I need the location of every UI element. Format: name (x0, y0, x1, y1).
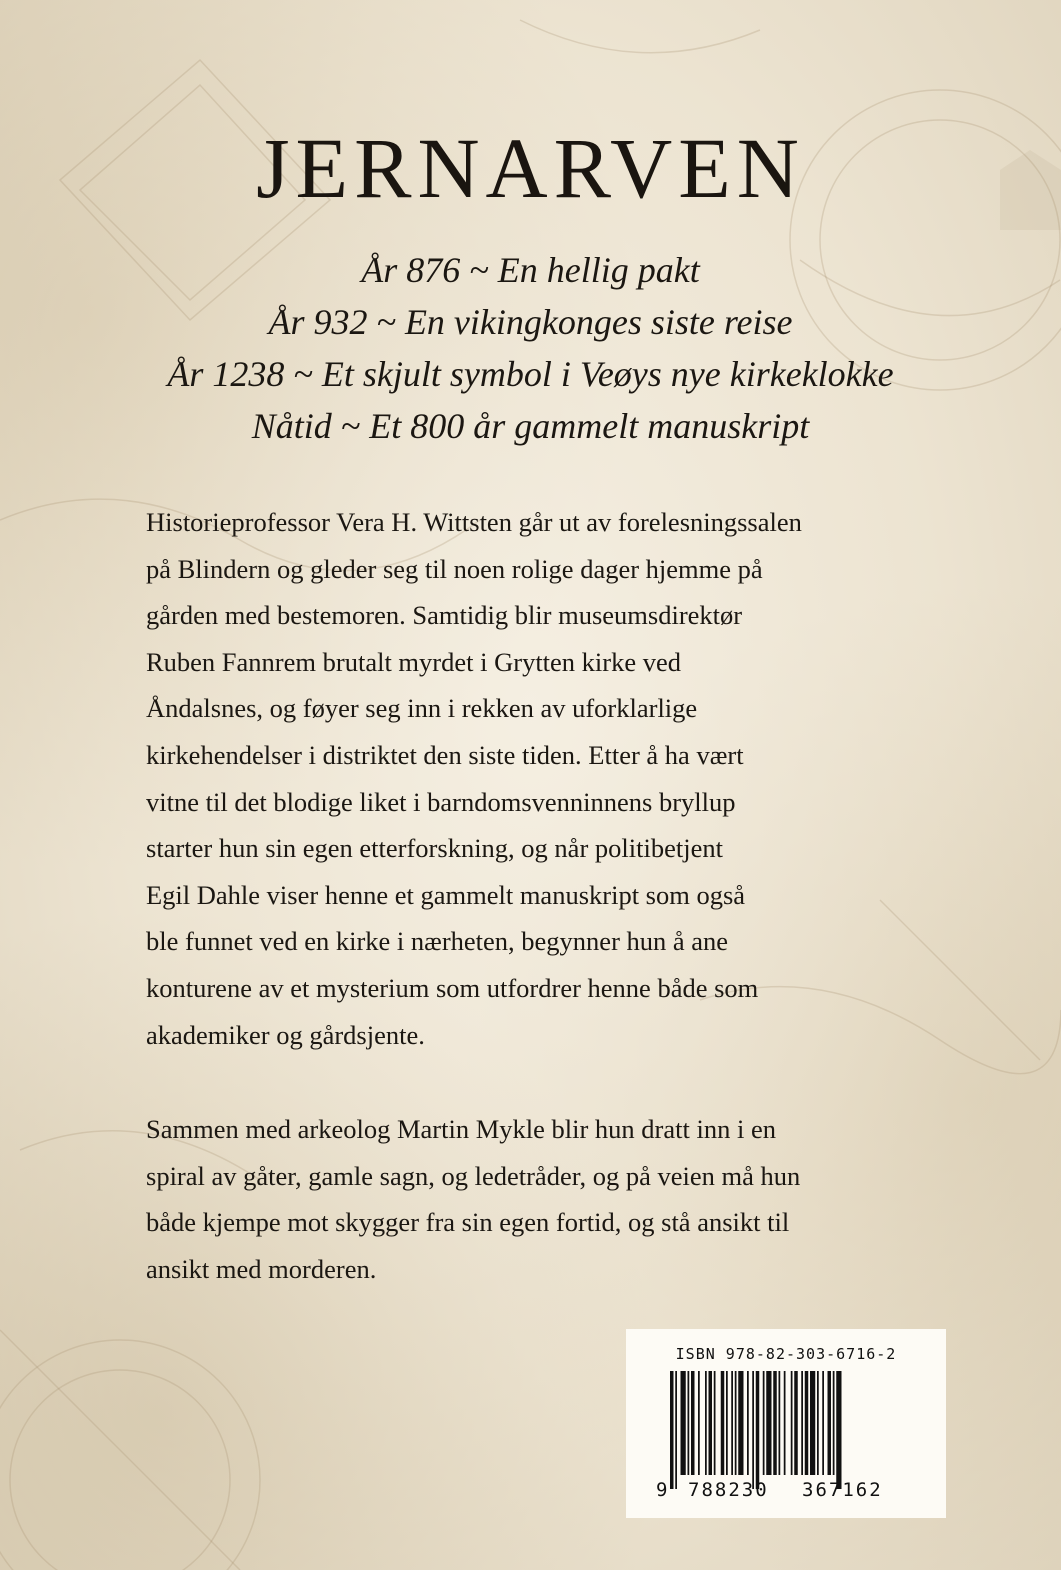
blurb-line: ble funnet ved en kirke i nærheten, begynner hun å ane (146, 926, 729, 957)
barcode-bar (763, 1371, 765, 1475)
barcode-bar (735, 1371, 737, 1475)
barcode-bar (670, 1371, 674, 1489)
book-title: JERNARVEN (256, 120, 805, 216)
barcode-bar (691, 1371, 695, 1475)
barcode-digit-first: 9 (656, 1479, 668, 1501)
barcode-bar (822, 1371, 824, 1475)
barcode-bar (801, 1371, 803, 1475)
barcode-bar (828, 1371, 832, 1475)
barcode-bar (810, 1371, 815, 1475)
barcode-bar (726, 1371, 728, 1475)
blurb-line: Sammen med arkeolog Martin Mykle blir hun dratt inn i en (146, 1114, 776, 1144)
blurb-line: kirkehendelser i distriktet den siste tiden. Etter å ha vært (146, 739, 744, 770)
isbn-barcode-box (626, 1329, 946, 1518)
barcode-bar (833, 1371, 835, 1475)
barcode-digits-right: 367162 (802, 1479, 883, 1501)
blurb-line: på Blindern og gleder seg til noen rolige dager hjemme på (146, 553, 763, 584)
barcode-bar (738, 1371, 743, 1475)
barcode-bars (670, 1371, 902, 1489)
timeline-item: År 932 ~ En vikingkonges siste reise (268, 302, 793, 342)
timeline-item: År 876 ~ En hellig pakt (361, 250, 700, 290)
blurb-line: spiral av gåter, gamle sagn, og ledetråder, og på veien må hun (146, 1160, 801, 1191)
barcode-bar (675, 1371, 677, 1489)
blurb-line: konturene av et mysterium som utfordrer henne både som (146, 972, 759, 1003)
barcode-bar (709, 1371, 713, 1475)
blurb-line: vitne til det blodige liket i barndomsvenninnens bryllup (146, 786, 736, 817)
blurb-paragraph-1 (146, 499, 958, 1058)
barcode-bar (773, 1371, 777, 1475)
barcode-bar (791, 1371, 793, 1475)
barcode-bar (714, 1371, 716, 1475)
barcode-bar (836, 1371, 841, 1489)
blurb-line: Egil Dahle viser henne et gammelt manuskript som også (146, 879, 746, 910)
barcode-bar (756, 1371, 760, 1489)
barcode-digits-left: 788230 (688, 1479, 769, 1501)
blurb-line: Åndalsnes, og føyer seg inn i rekken av uforklarlige (146, 693, 698, 724)
timeline-list (0, 244, 1061, 452)
barcode-bar (698, 1371, 700, 1475)
isbn-label: ISBN 978-82-303-6716-2 (675, 1345, 897, 1363)
barcode-bar (779, 1371, 781, 1475)
barcode-bar (705, 1371, 707, 1475)
blurb-line: starter hun sin egen etterforskning, og når politibetjent (146, 833, 723, 864)
blurb-paragraph-2 (146, 1106, 958, 1292)
barcode-bar (766, 1371, 771, 1475)
barcode-bar (805, 1371, 809, 1475)
timeline-item: Nåtid ~ Et 800 år gammelt manuskript (251, 406, 810, 446)
blurb-line: Historieprofessor Vera H. Wittsten går ut av forelesningssalen (146, 507, 802, 537)
blurb-line: akademiker og gårdsjente. (146, 1019, 425, 1050)
blurb-line: ansikt med morderen. (146, 1253, 377, 1284)
barcode-bar (681, 1371, 686, 1475)
blurb-line: både kjempe mot skygger fra sin egen fortid, og stå ansikt til (146, 1207, 790, 1238)
timeline-item: År 1238 ~ Et skjult symbol i Veøys nye kirkeklokke (167, 354, 894, 394)
barcode-bar (747, 1371, 749, 1475)
barcode-bar (784, 1371, 786, 1475)
barcode-bar (752, 1371, 754, 1489)
barcode-bar (731, 1371, 733, 1475)
barcode-bar (688, 1371, 690, 1475)
blurb-line: Ruben Fannrem brutalt myrdet i Grytten kirke ved (146, 646, 682, 677)
barcode-bar (721, 1371, 725, 1475)
barcode-bar (794, 1371, 798, 1475)
blurb-line: gården med bestemoren. Samtidig blir museumsdirektør (146, 600, 743, 631)
barcode-bar (817, 1371, 819, 1475)
